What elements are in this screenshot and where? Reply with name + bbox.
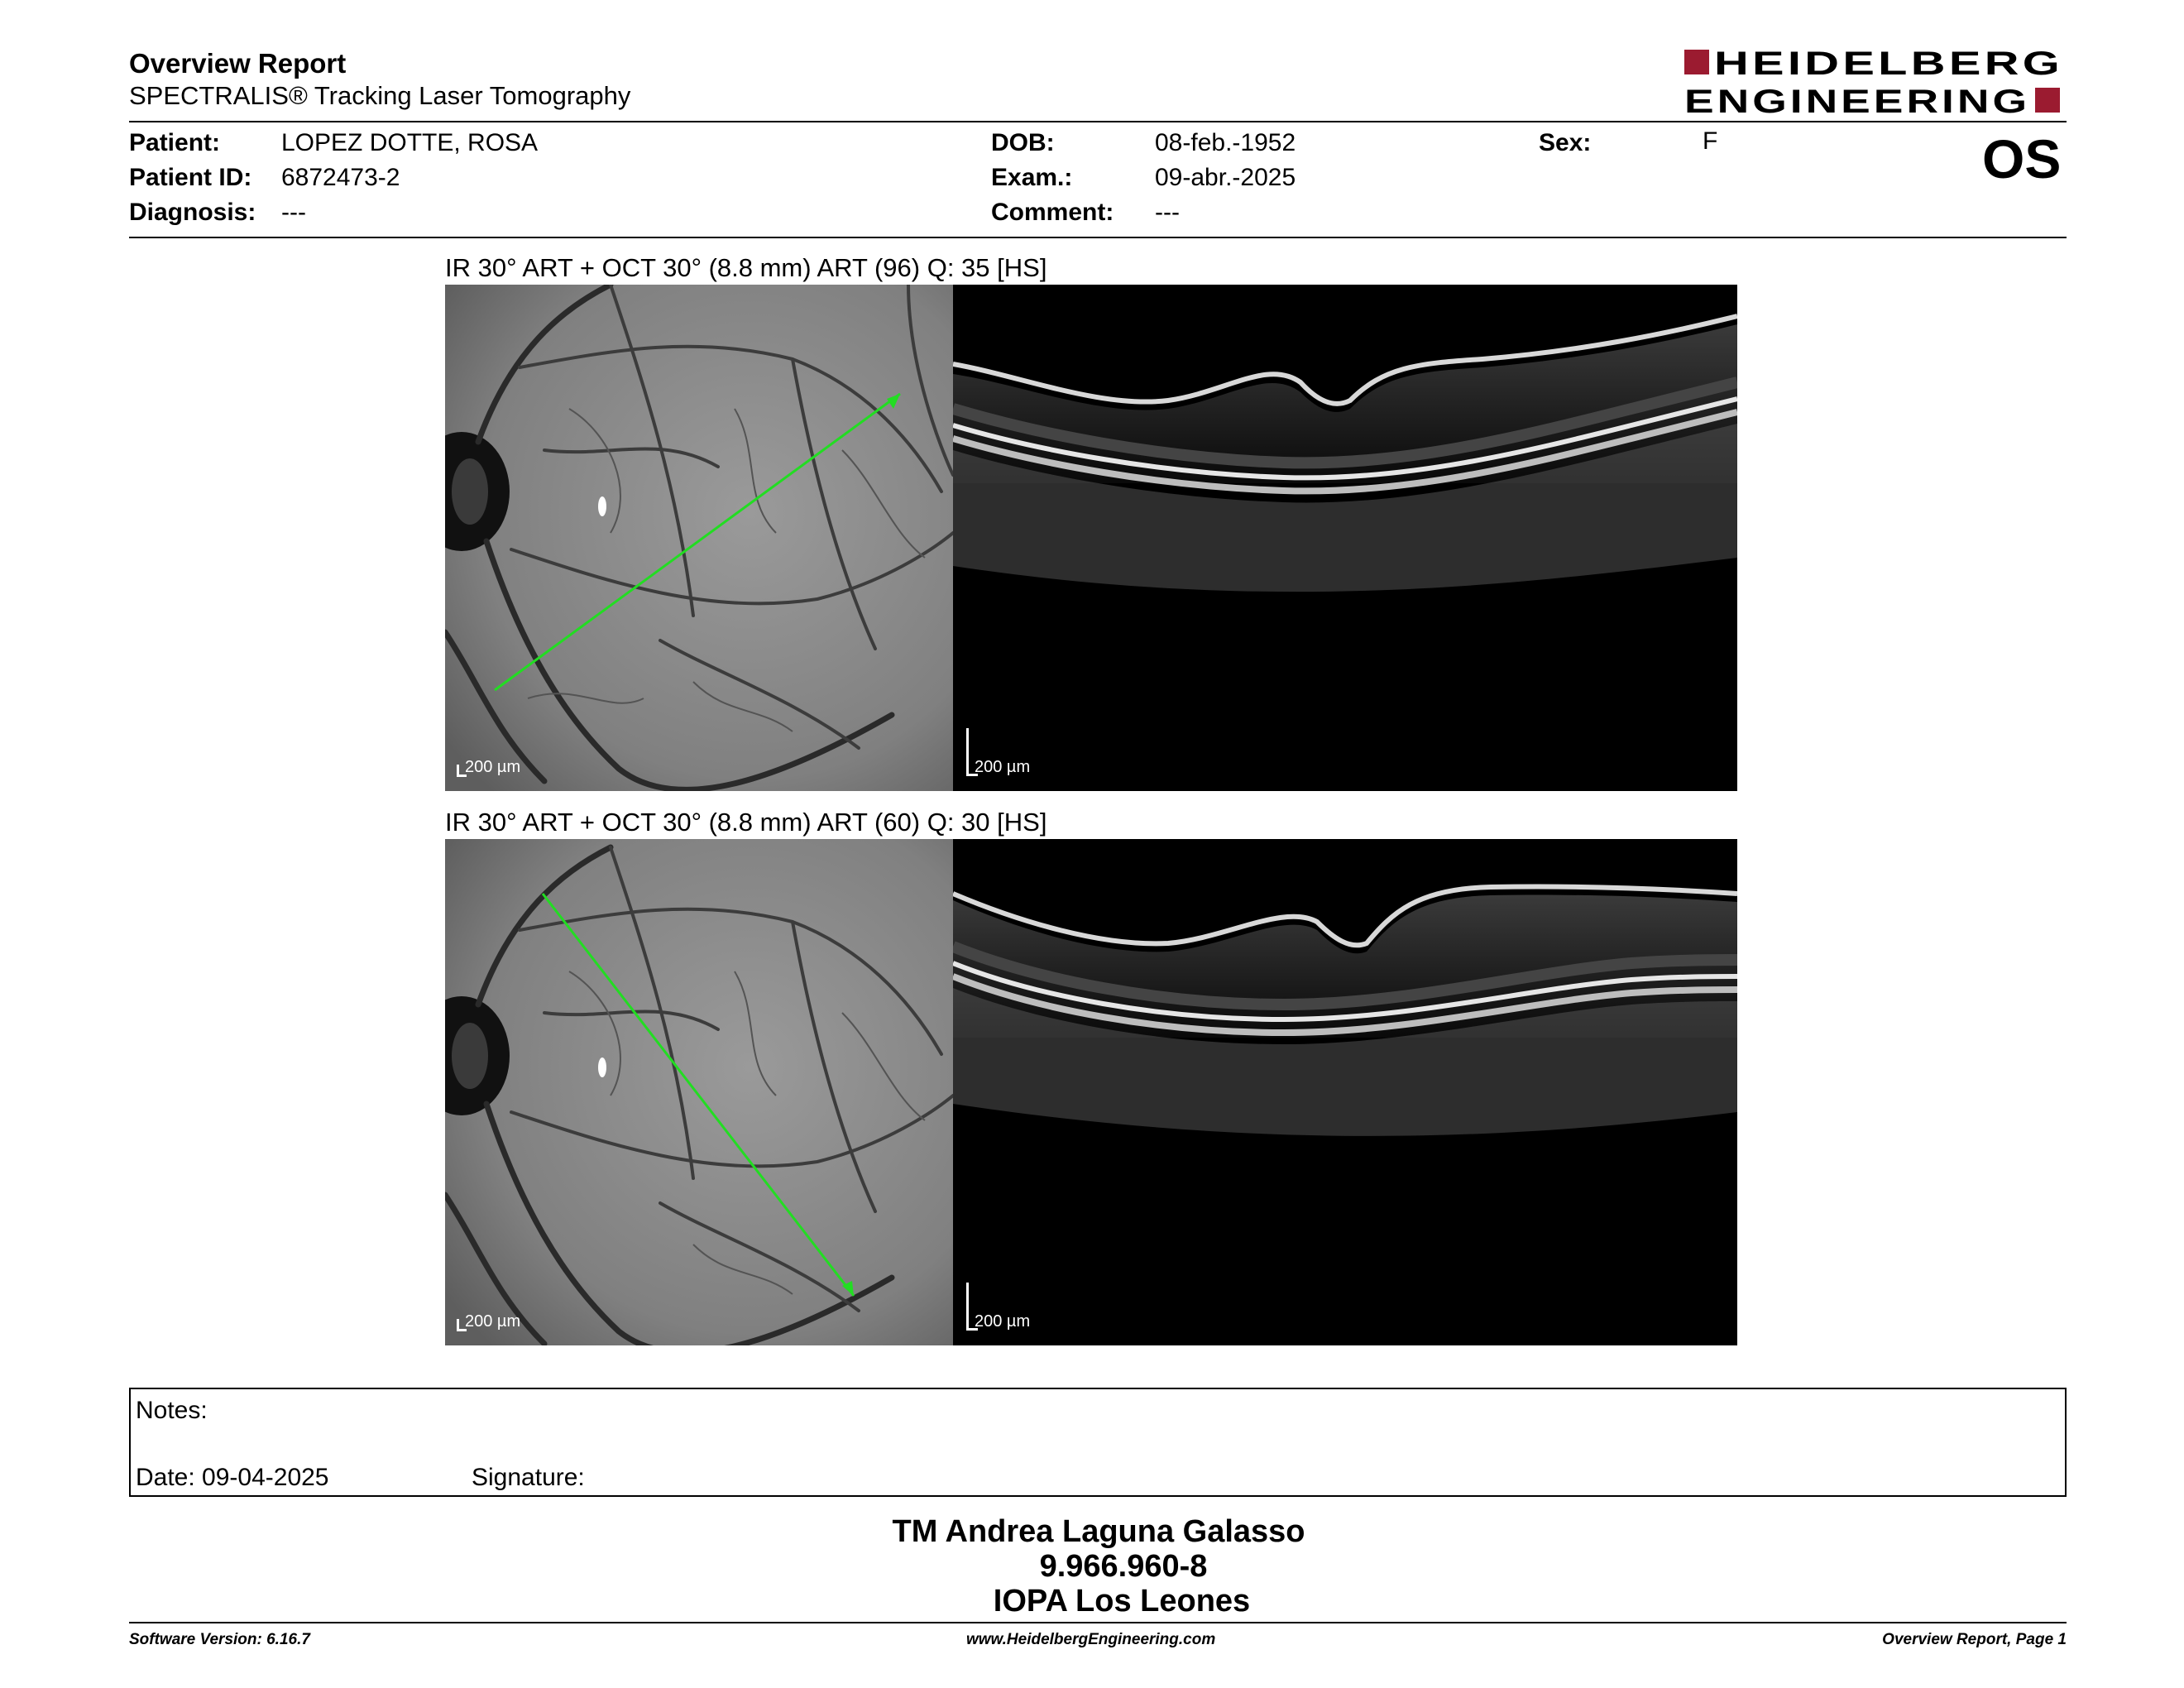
patient-name: LOPEZ DOTTE, ROSA — [281, 129, 539, 156]
report-subtitle: SPECTRALIS® Tracking Laser Tomography — [129, 81, 631, 110]
report-title: Overview Report — [129, 48, 347, 79]
eye-label: OS — [1982, 128, 2062, 189]
notes-label: Notes: — [136, 1397, 208, 1424]
logo-line2: ENGINEERING — [1684, 84, 2030, 117]
patient-id: 6872473-2 — [281, 164, 400, 191]
scan-1-title: IR 30° ART + OCT 30° (8.8 mm) ART (96) Q: 35 [HS] — [445, 253, 1047, 282]
scan-1-oct-bscan — [953, 285, 1737, 791]
signature-label: Signature: — [472, 1464, 585, 1491]
page-number: Overview Report, Page 1 — [1882, 1631, 2067, 1648]
notes-box — [129, 1388, 2067, 1497]
exam-value: 09-abr.-2025 — [1155, 164, 1296, 191]
sex-value: F — [1703, 127, 1718, 155]
exam-label: Exam.: — [991, 164, 1073, 191]
software-version: Software Version: 6.16.7 — [129, 1631, 310, 1648]
footer-divider — [129, 1622, 2067, 1623]
oct-scale-label: 200 µm — [975, 758, 1031, 776]
scan-1-fundus-image — [445, 285, 953, 791]
diagnosis-label: Diagnosis: — [129, 199, 256, 226]
operator-name: TM Andrea Laguna Galasso — [892, 1514, 1305, 1549]
comment-label: Comment: — [991, 199, 1114, 226]
scale-bar-icon — [966, 728, 969, 776]
logo-line1: HEIDELBERG — [1714, 46, 2063, 82]
oct-scale-label: 200 µm — [975, 1312, 1031, 1331]
operator-id: 9.966.960-8 — [1039, 1549, 1208, 1584]
diagnosis-value: --- — [281, 199, 306, 226]
patient-label: Patient: — [129, 129, 221, 156]
scan-2-fundus-image — [445, 839, 953, 1345]
operator-institution: IOPA Los Leones — [993, 1584, 1251, 1618]
patient-id-label: Patient ID: — [129, 164, 252, 191]
fundus-scale-label: 200 µm — [465, 1312, 521, 1331]
heidelberg-engineering-logo — [1684, 45, 2067, 117]
patient-divider — [129, 237, 2067, 238]
sex-label: Sex: — [1539, 129, 1592, 156]
date-label: Date: 09-04-2025 — [136, 1464, 329, 1491]
dob-label: DOB: — [991, 129, 1055, 156]
scan-2-oct-bscan — [953, 839, 1737, 1345]
comment-value: --- — [1155, 199, 1180, 226]
dob-value: 08-feb.-1952 — [1155, 129, 1296, 156]
scan-2-title: IR 30° ART + OCT 30° (8.8 mm) ART (60) Q: 30 [HS] — [445, 808, 1047, 837]
fundus-scale-label: 200 µm — [465, 758, 521, 776]
website-link[interactable]: www.HeidelbergEngineering.com — [966, 1631, 1216, 1648]
scale-bar-icon — [966, 1283, 969, 1331]
header-divider — [129, 121, 2067, 122]
